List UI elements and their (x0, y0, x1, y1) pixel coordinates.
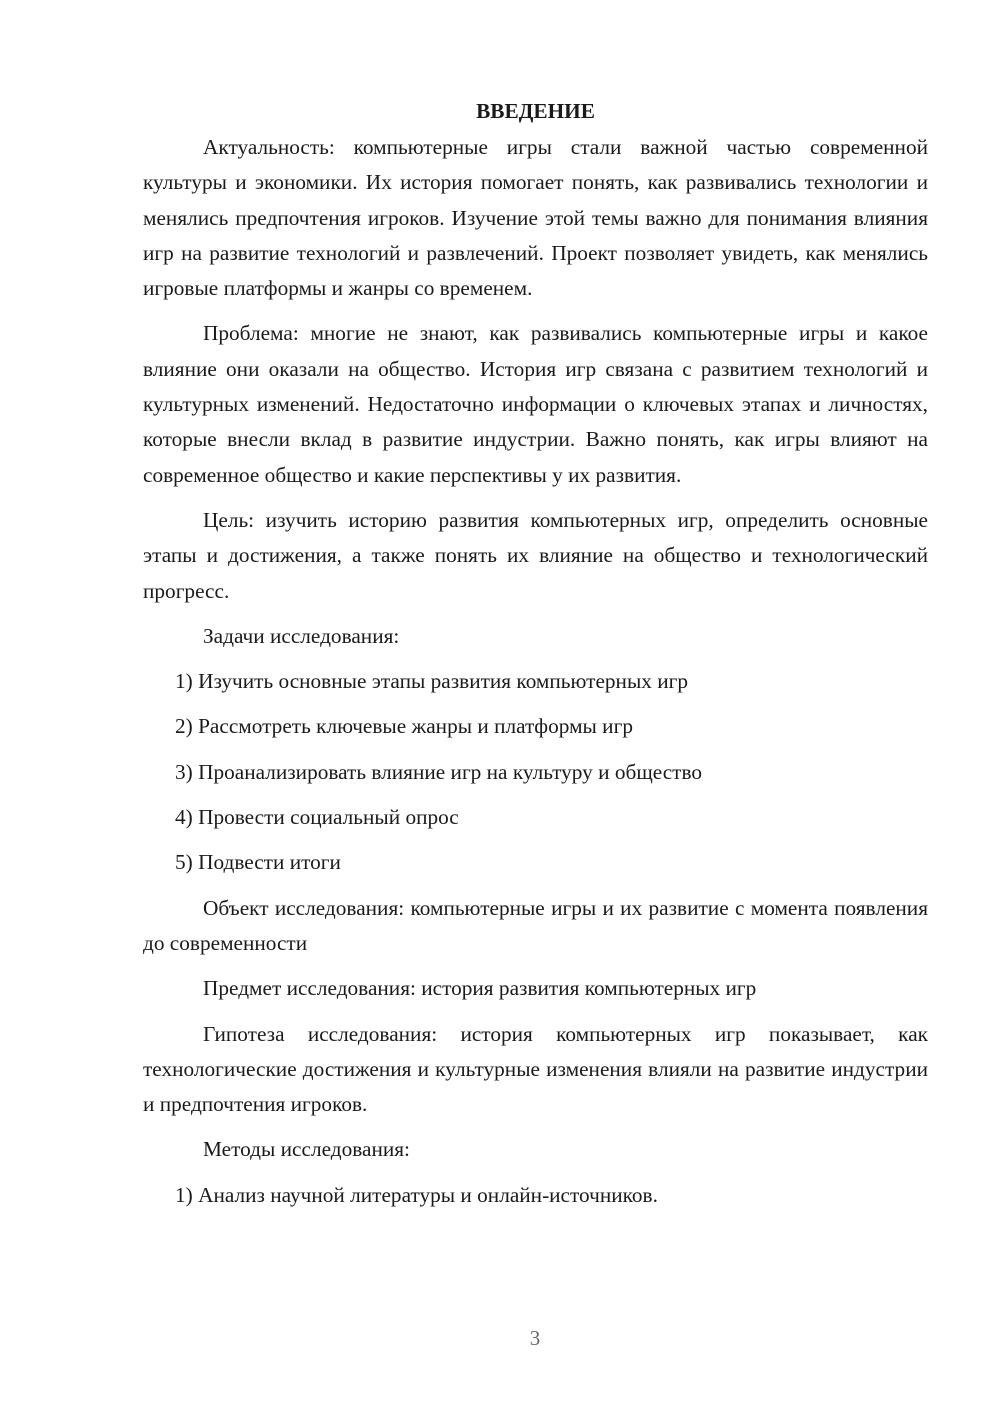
subject-paragraph: Предмет исследования: история развития компьютерных игр (203, 976, 757, 1001)
problem-paragraph: Проблема: многие не знают, как развивались компьютерные игры и какое влияние они оказали на общество. История игр связана с развитием технологий и культурных изменений. Недостаточно информации о ключевых этапах и личностях, которые внесли вклад в развитие индустрии. Важно понять, как игры влияют на современное общество и какие перспективы у их развития. (143, 321, 928, 487)
list-item: 4) Провести социальный опрос (175, 805, 459, 830)
goal-paragraph: Цель: изучить историю развития компьютерных игр, определить основные этапы и достижения, а также понять их влияние на общество и технологический прогресс. (143, 507, 928, 603)
list-item: 1) Изучить основные этапы развития компьютерных игр (175, 669, 689, 694)
list-item: 5) Подвести итоги (175, 850, 341, 875)
tasks-list (143, 664, 928, 880)
object-paragraph: Объект исследования: компьютерные игры и их развитие с момента появления до современности (143, 895, 928, 955)
tasks-title: Задачи исследования: (203, 623, 400, 648)
methods-title: Методы исследования: (203, 1137, 410, 1162)
list-item: 3) Проанализировать влияние игр на культуру и общество (175, 759, 703, 784)
hypothesis-paragraph: Гипотеза исследования: история компьютерных игр показывает, как технологические достижения и культурные изменения влияли на развитие индустрии и предпочтения игроков. (143, 1021, 928, 1117)
page-number: 3 (529, 1326, 541, 1350)
document-page (143, 92, 928, 1223)
methods-list (143, 1178, 928, 1213)
relevance-paragraph: Актуальность: компьютерные игры стали важной частью современной культуры и экономики. Их история помогает понять, как развивались технологии и менялись предпочтения игроков. Изучение этой темы важно для понимания влияния игр на развитие технологий и развлечений. Проект позволяет увидеть, как менялись игровые платформы и жанры со временем. (143, 135, 928, 301)
list-item: 2) Рассмотреть ключевые жанры и платформы игр (175, 714, 633, 739)
list-item: 1) Анализ научной литературы и онлайн-источников. (175, 1182, 658, 1207)
section-heading: ВВЕДЕНИЕ (476, 99, 595, 123)
